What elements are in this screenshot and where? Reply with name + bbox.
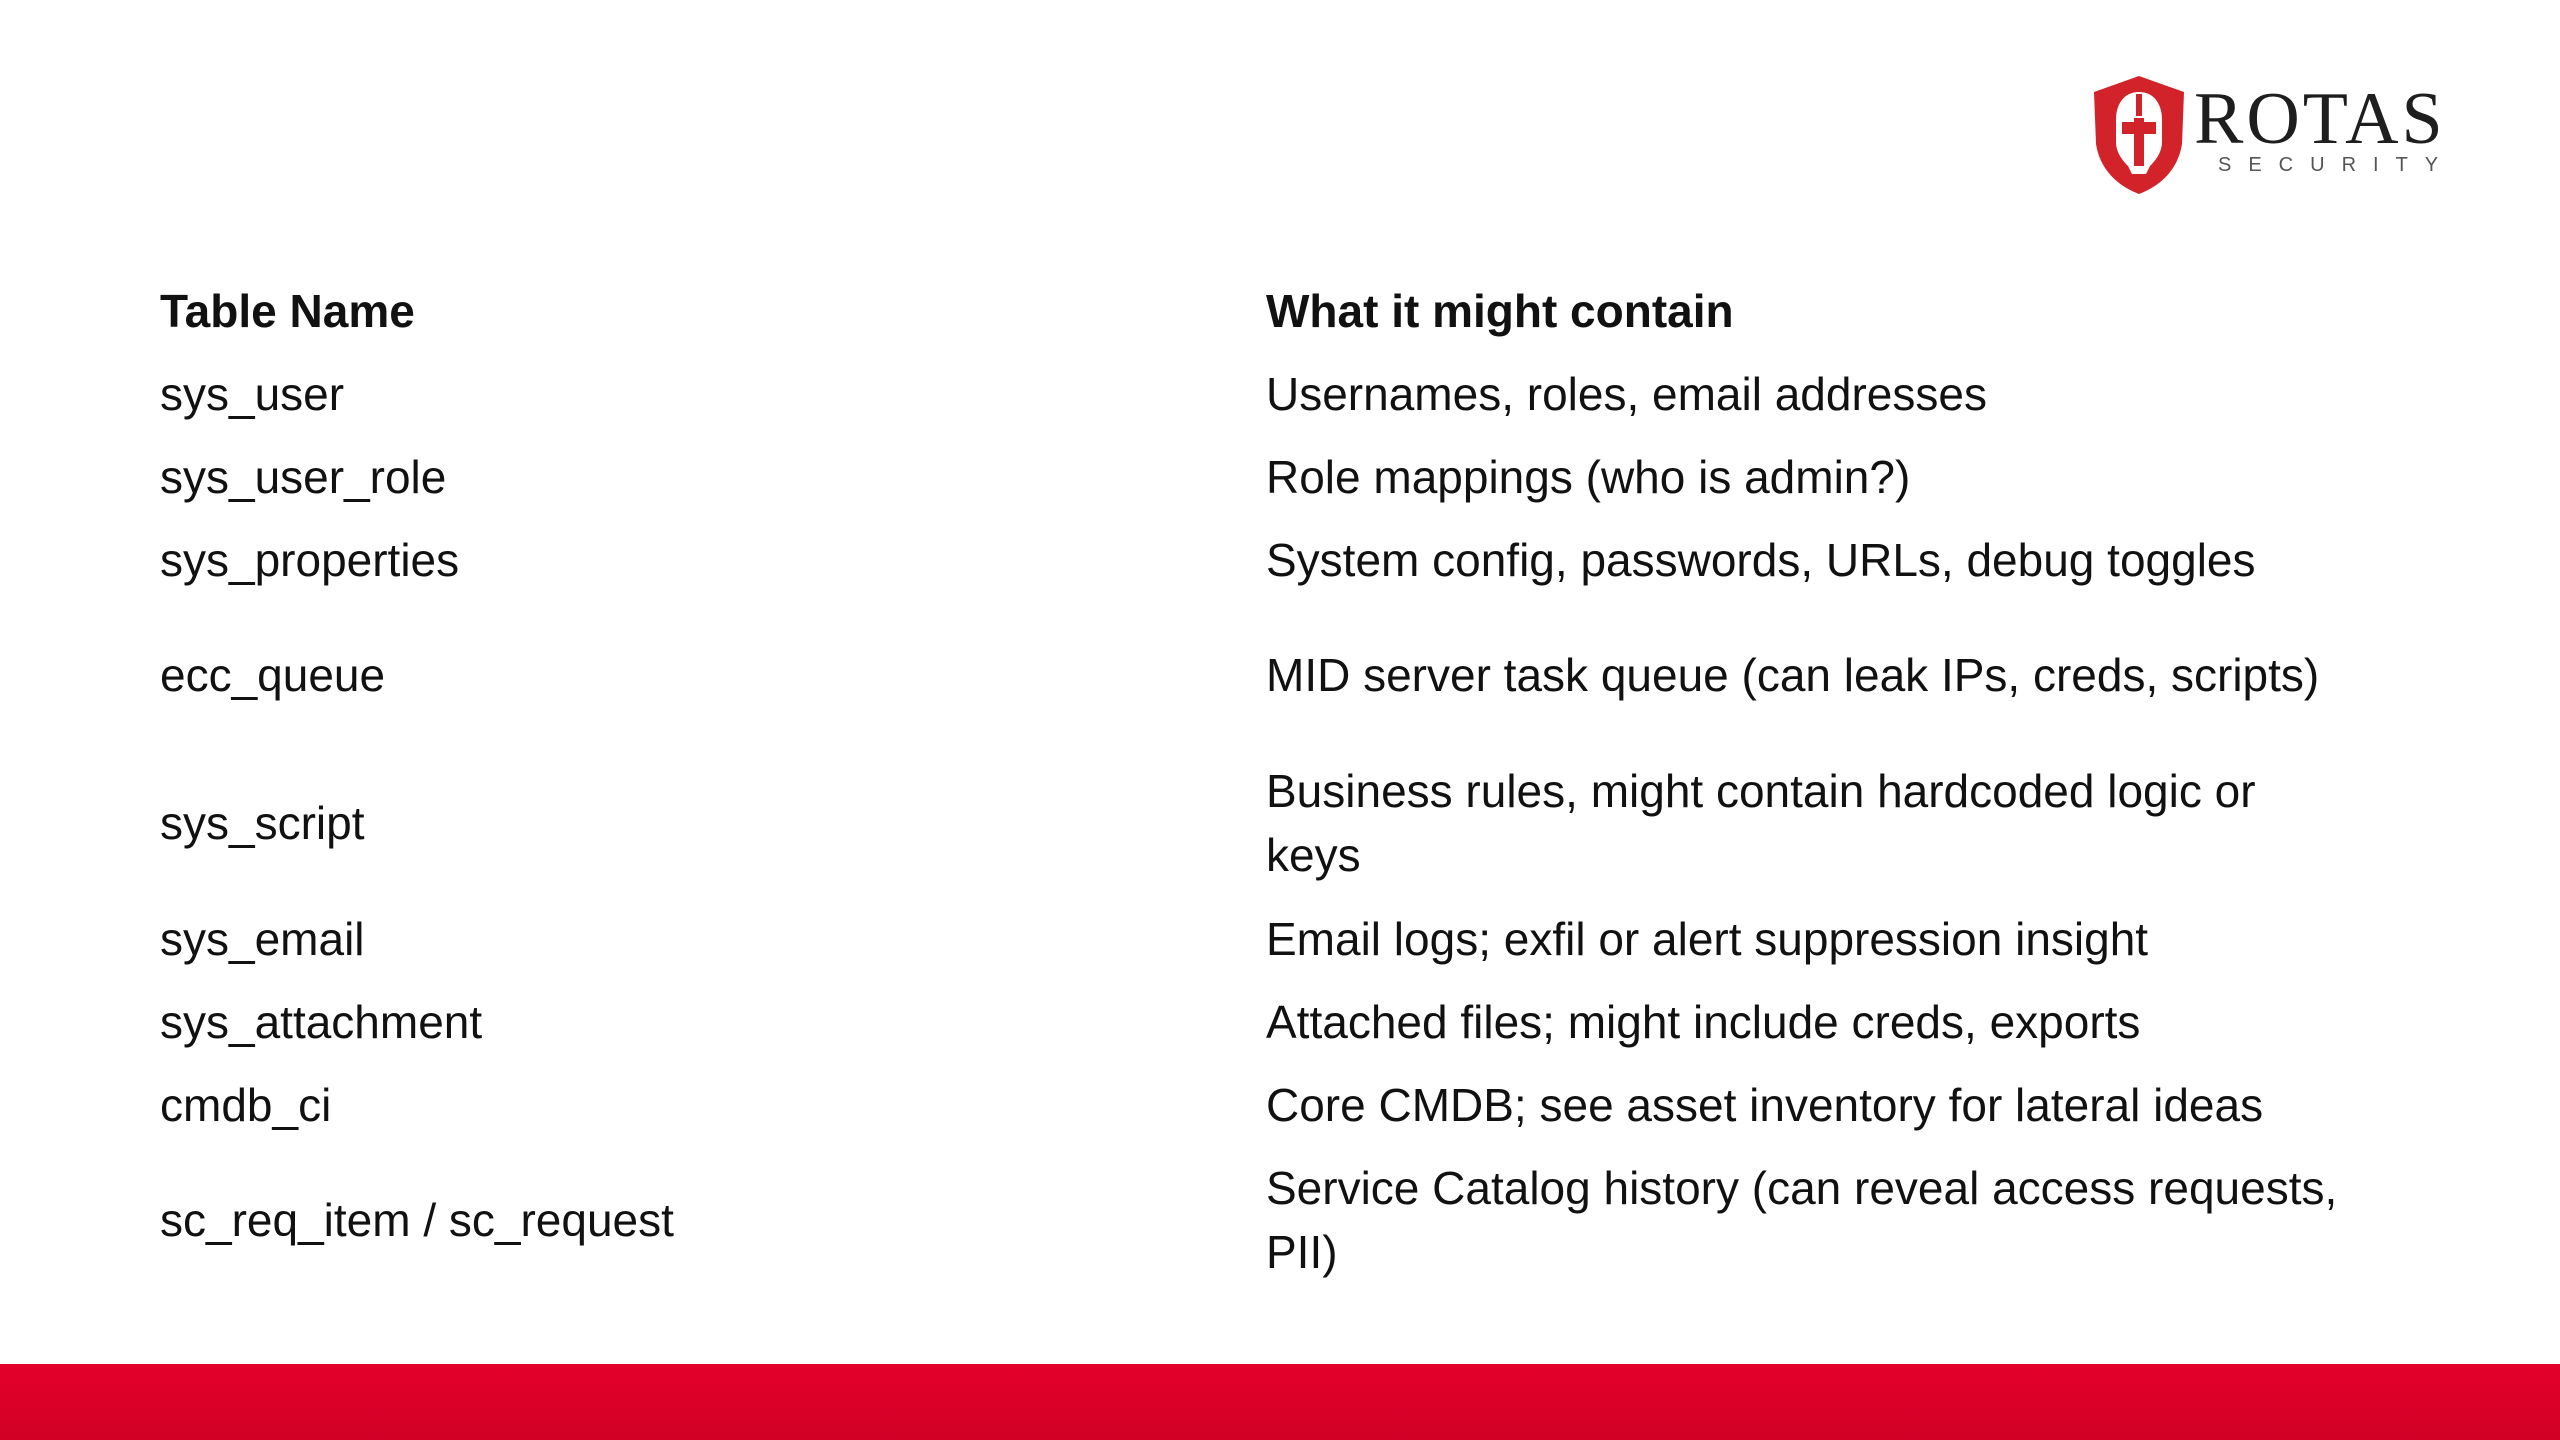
contents-cell: Role mappings (who is admin?) xyxy=(1266,450,1911,503)
shield-icon xyxy=(2090,74,2188,196)
contents-cell: System config, passwords, URLs, debug toggles xyxy=(1266,533,2256,586)
table-name-cell: sys_properties xyxy=(160,533,460,586)
table-row xyxy=(160,980,2360,1063)
table-row xyxy=(160,518,2360,601)
contents-cell: Business rules, might contain hardcoded logic or keys xyxy=(1266,765,2256,881)
logo-wordmark: ROTAS xyxy=(2194,78,2446,160)
contents-cell: Email logs; exfil or alert suppression insight xyxy=(1266,912,2149,965)
contents-cell: Service Catalog history (can reveal access requests, PII) xyxy=(1266,1162,2338,1278)
table-row xyxy=(160,897,2360,980)
contents-cell: MID server task queue (can leak IPs, creds, scripts) xyxy=(1266,649,2320,701)
tables-table xyxy=(160,270,2360,1294)
table-row xyxy=(160,1063,2360,1146)
header-what-it-might-contain: What it might contain xyxy=(1266,285,1734,337)
table-name-cell: sys_email xyxy=(160,912,365,965)
table-name-cell: cmdb_ci xyxy=(160,1078,332,1131)
rotas-security-logo xyxy=(2090,74,2456,204)
contents-cell: Core CMDB; see asset inventory for lateral ideas xyxy=(1266,1078,2264,1131)
contents-cell: Attached files; might include creds, exports xyxy=(1266,995,2141,1048)
table-name-cell: sys_script xyxy=(160,797,365,849)
contents-cell: Usernames, roles, email addresses xyxy=(1266,367,1987,420)
table-row xyxy=(160,435,2360,518)
table-name-cell: sys_user xyxy=(160,367,345,420)
table-name-cell: sys_user_role xyxy=(160,450,447,503)
table-row xyxy=(160,1146,2360,1294)
header-table-name: Table Name xyxy=(160,285,415,337)
table-name-cell: sys_attachment xyxy=(160,995,483,1048)
table-row xyxy=(160,749,2360,897)
table-row xyxy=(160,352,2360,435)
table-row xyxy=(160,601,2360,749)
table-name-cell: ecc_queue xyxy=(160,649,386,701)
table-name-cell: sc_req_item / sc_request xyxy=(160,1194,674,1246)
logo-subword: SECURITY xyxy=(2218,154,2456,176)
table-header-row xyxy=(160,270,2360,352)
footer-accent-bar xyxy=(0,1364,2560,1440)
